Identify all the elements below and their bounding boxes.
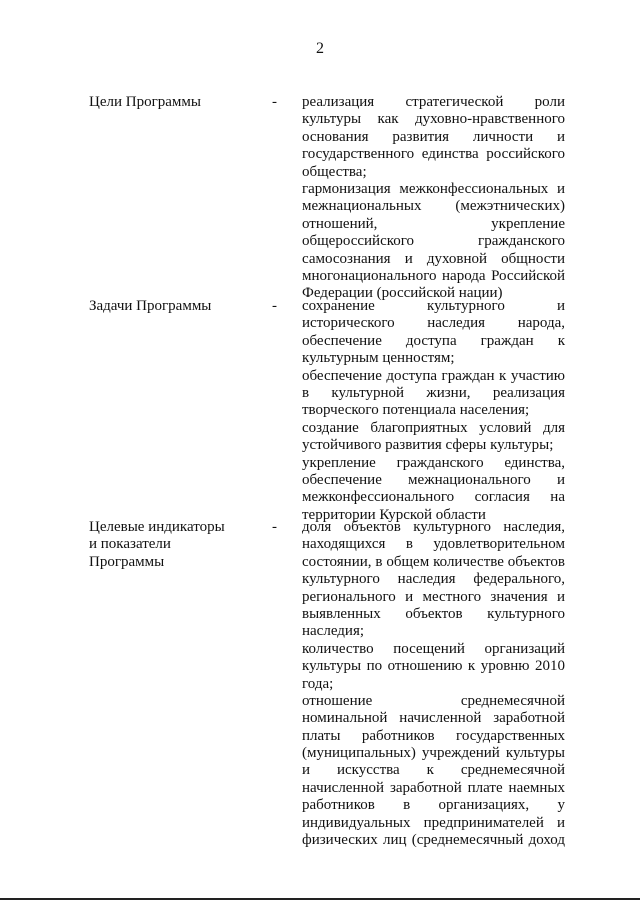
row-dash: -: [272, 519, 277, 535]
row-label: [89, 519, 264, 571]
text-line: культуры как духовно-нравственного: [302, 111, 565, 128]
text-line: в культурной жизни, реализация: [302, 384, 565, 401]
text-line: физических лиц (среднемесячный доход: [302, 832, 565, 849]
text-line: многонационального народа Российской: [302, 267, 565, 284]
text-line: начисленной заработной плате наемных: [302, 779, 565, 796]
text-line: находящихся в удовлетворительном: [302, 536, 565, 553]
content-paragraph: [302, 181, 565, 303]
text-line: культурного наследия федерального,: [302, 571, 565, 588]
text-line: гармонизация межконфессиональных и: [302, 180, 565, 197]
text-line: общества;: [302, 163, 367, 180]
text-line: отношение среднемесячной: [302, 692, 565, 709]
text-line: индивидуальных предпринимателей и: [302, 814, 565, 831]
text-line: обеспечение межнационального и: [302, 471, 565, 488]
text-line: (муниципальных) учреждений культуры: [302, 745, 565, 762]
content-paragraph: [302, 368, 565, 420]
row-label: [89, 94, 264, 111]
text-line: состоянии, в общем количестве объектов: [302, 553, 565, 570]
text-line: количество посещений организаций: [302, 640, 565, 657]
text-line: наследия;: [302, 623, 365, 640]
text-line: доля объектов культурного наследия,: [302, 519, 565, 535]
text-line: самосознания и духовной общности: [302, 250, 565, 267]
content-paragraph: [302, 298, 565, 368]
row-dash: -: [272, 94, 277, 110]
text-line: работников в организациях, у: [302, 797, 565, 814]
row-label-line: Программы: [89, 553, 165, 570]
row-content: [302, 94, 565, 303]
text-line: года;: [302, 675, 334, 692]
content-paragraph: [302, 641, 565, 693]
content-paragraph: [302, 420, 565, 455]
page-number: 2: [316, 40, 324, 57]
text-line: и искусства к среднемесячной: [302, 762, 565, 779]
text-line: межконфессионального согласия на: [302, 489, 565, 506]
content-paragraph: [302, 94, 565, 181]
row-label-line: Задачи Программы: [89, 298, 212, 314]
content-paragraph: [302, 519, 565, 641]
text-line: укрепление гражданского единства,: [302, 454, 565, 471]
row-label-line: Цели Программы: [89, 94, 201, 110]
row-label-line: и показатели: [89, 536, 171, 553]
text-line: основания развития личности и: [302, 128, 565, 145]
text-line: творческого потенциала населения;: [302, 402, 530, 419]
footer-rule: [0, 898, 640, 900]
text-line: регионального и местного значения и: [302, 588, 565, 605]
text-line: реализация стратегической роли: [302, 94, 565, 110]
text-line: сохранение культурного и: [302, 298, 565, 314]
row-content: [302, 298, 565, 524]
text-line: культурным ценностям;: [302, 350, 455, 367]
row-label: [89, 298, 264, 315]
text-line: номинальной начисленной заработной: [302, 710, 565, 727]
text-line: отношений, укрепление: [302, 215, 565, 232]
text-line: платы работников государственных: [302, 727, 565, 744]
content-paragraph: [302, 693, 565, 850]
text-line: межнациональных (межэтнических): [302, 198, 565, 215]
text-line: устойчивого развития сферы культуры;: [302, 437, 554, 454]
text-line: культуры по отношению к уровню 2010: [302, 658, 565, 675]
text-line: государственного единства российского: [302, 146, 565, 163]
row-content: [302, 519, 565, 849]
text-line: обеспечение доступа граждан к: [302, 332, 565, 349]
text-line: общероссийского гражданского: [302, 233, 565, 250]
row-label-line: Целевые индикаторы: [89, 519, 225, 535]
text-line: выявленных объектов культурного: [302, 605, 565, 622]
text-line: создание благоприятных условий для: [302, 419, 565, 436]
text-line: территории Курской области: [302, 506, 486, 523]
content-paragraph: [302, 455, 565, 525]
row-dash: -: [272, 298, 277, 314]
text-line: исторического наследия народа,: [302, 315, 565, 332]
text-line: обеспечение доступа граждан к участию: [302, 367, 565, 384]
text-line: Федерации (российской нации): [302, 285, 503, 302]
